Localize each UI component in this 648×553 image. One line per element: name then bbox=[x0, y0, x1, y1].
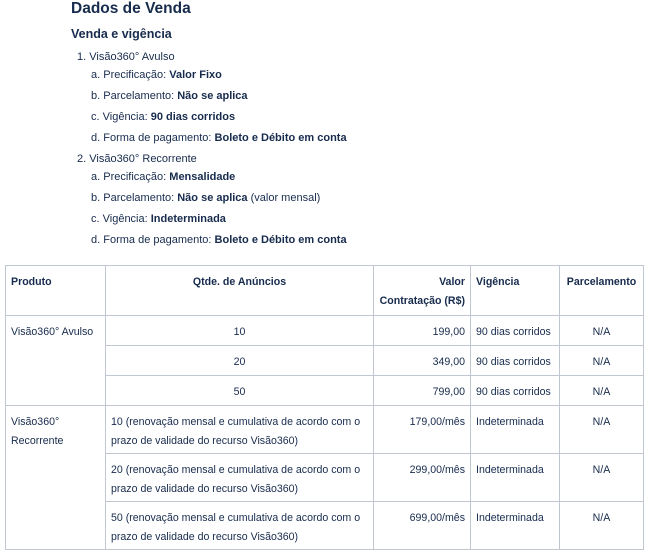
detail-value: 90 dias corridos bbox=[150, 111, 236, 123]
product-name: Visão360° Recorrente bbox=[89, 153, 197, 165]
cell-valor: 349,00 bbox=[374, 346, 471, 376]
section-heading: Venda e vigência bbox=[71, 27, 172, 41]
detail-value: Não se aplica bbox=[177, 90, 248, 102]
cell-qtde: 20 bbox=[106, 346, 374, 376]
cell-qtde: 20 (renovação mensal e cumulativa de acordo com o prazo de validade do recurso Visão360) bbox=[106, 454, 374, 502]
cell-valor: 179,00/mês bbox=[374, 406, 471, 454]
table-row bbox=[6, 406, 644, 454]
header-valor: Valor Contratação (R$) bbox=[374, 266, 471, 316]
list-item-detail bbox=[91, 69, 222, 81]
page-title: Dados de Venda bbox=[71, 0, 191, 17]
cell-produto: Visão360° Avulso bbox=[6, 316, 106, 406]
detail-label: Forma de pagamento: bbox=[103, 132, 215, 144]
cell-vigencia: Indeterminada bbox=[471, 406, 560, 454]
cell-parcelamento: N/A bbox=[560, 376, 644, 406]
detail-value: Boleto e Débito em conta bbox=[214, 234, 347, 246]
list-number: 1. bbox=[77, 51, 87, 63]
cell-parcelamento: N/A bbox=[560, 454, 644, 502]
cell-valor: 799,00 bbox=[374, 376, 471, 406]
detail-value: Não se aplica bbox=[177, 192, 248, 204]
list-letter: d. bbox=[91, 132, 101, 144]
cell-parcelamento: N/A bbox=[560, 346, 644, 376]
list-letter: c. bbox=[91, 213, 100, 225]
header-qtde: Qtde. de Anúncios bbox=[106, 266, 374, 316]
cell-vigencia: 90 dias corridos bbox=[471, 346, 560, 376]
cell-vigencia: 90 dias corridos bbox=[471, 316, 560, 346]
product-name: Visão360° Avulso bbox=[89, 51, 175, 63]
detail-value: Indeterminada bbox=[150, 213, 226, 225]
detail-note: (valor mensal) bbox=[247, 192, 321, 204]
list-item-detail bbox=[91, 213, 226, 225]
list-letter: b. bbox=[91, 192, 101, 204]
detail-label: Parcelamento: bbox=[103, 192, 178, 204]
list-item-detail bbox=[91, 132, 347, 144]
cell-produto: Visão360° Recorrente bbox=[6, 406, 106, 550]
list-item-detail bbox=[91, 234, 347, 246]
cell-valor: 299,00/mês bbox=[374, 454, 471, 502]
detail-value: Valor Fixo bbox=[169, 69, 222, 81]
header-produto: Produto bbox=[6, 266, 106, 316]
cell-parcelamento: N/A bbox=[560, 406, 644, 454]
list-number: 2. bbox=[77, 153, 87, 165]
list-item-detail bbox=[91, 192, 320, 204]
header-parcelamento: Parcelamento bbox=[560, 266, 644, 316]
cell-vigencia: Indeterminada bbox=[471, 454, 560, 502]
cell-valor: 699,00/mês bbox=[374, 502, 471, 550]
cell-qtde: 50 bbox=[106, 376, 374, 406]
list-item-product bbox=[77, 153, 197, 165]
list-letter: a. bbox=[91, 171, 101, 183]
list-item-detail bbox=[91, 171, 235, 183]
detail-label: Precificação: bbox=[103, 69, 170, 81]
cell-valor: 199,00 bbox=[374, 316, 471, 346]
detail-label: Vigência: bbox=[102, 213, 151, 225]
cell-parcelamento: N/A bbox=[560, 316, 644, 346]
detail-value: Boleto e Débito em conta bbox=[214, 132, 347, 144]
cell-qtde: 50 (renovação mensal e cumulativa de acordo com o prazo de validade do recurso Visão360) bbox=[106, 502, 374, 550]
list-letter: a. bbox=[91, 69, 101, 81]
detail-value: Mensalidade bbox=[169, 171, 236, 183]
cell-qtde: 10 (renovação mensal e cumulativa de acordo com o prazo de validade do recurso Visão360) bbox=[106, 406, 374, 454]
list-item-product bbox=[77, 51, 175, 63]
detail-label: Parcelamento: bbox=[103, 90, 178, 102]
list-letter: c. bbox=[91, 111, 100, 123]
list-item-detail bbox=[91, 111, 235, 123]
cell-vigencia: 90 dias corridos bbox=[471, 376, 560, 406]
detail-label: Precificação: bbox=[103, 171, 170, 183]
cell-parcelamento: N/A bbox=[560, 502, 644, 550]
table-row bbox=[6, 316, 644, 346]
header-vigencia: Vigência bbox=[471, 266, 560, 316]
cell-vigencia: Indeterminada bbox=[471, 502, 560, 550]
detail-label: Vigência: bbox=[102, 111, 151, 123]
list-item-detail bbox=[91, 90, 248, 102]
detail-label: Forma de pagamento: bbox=[103, 234, 215, 246]
list-letter: b. bbox=[91, 90, 101, 102]
pricing-table bbox=[5, 265, 644, 550]
list-letter: d. bbox=[91, 234, 101, 246]
table-header-row bbox=[6, 266, 644, 316]
cell-qtde: 10 bbox=[106, 316, 374, 346]
